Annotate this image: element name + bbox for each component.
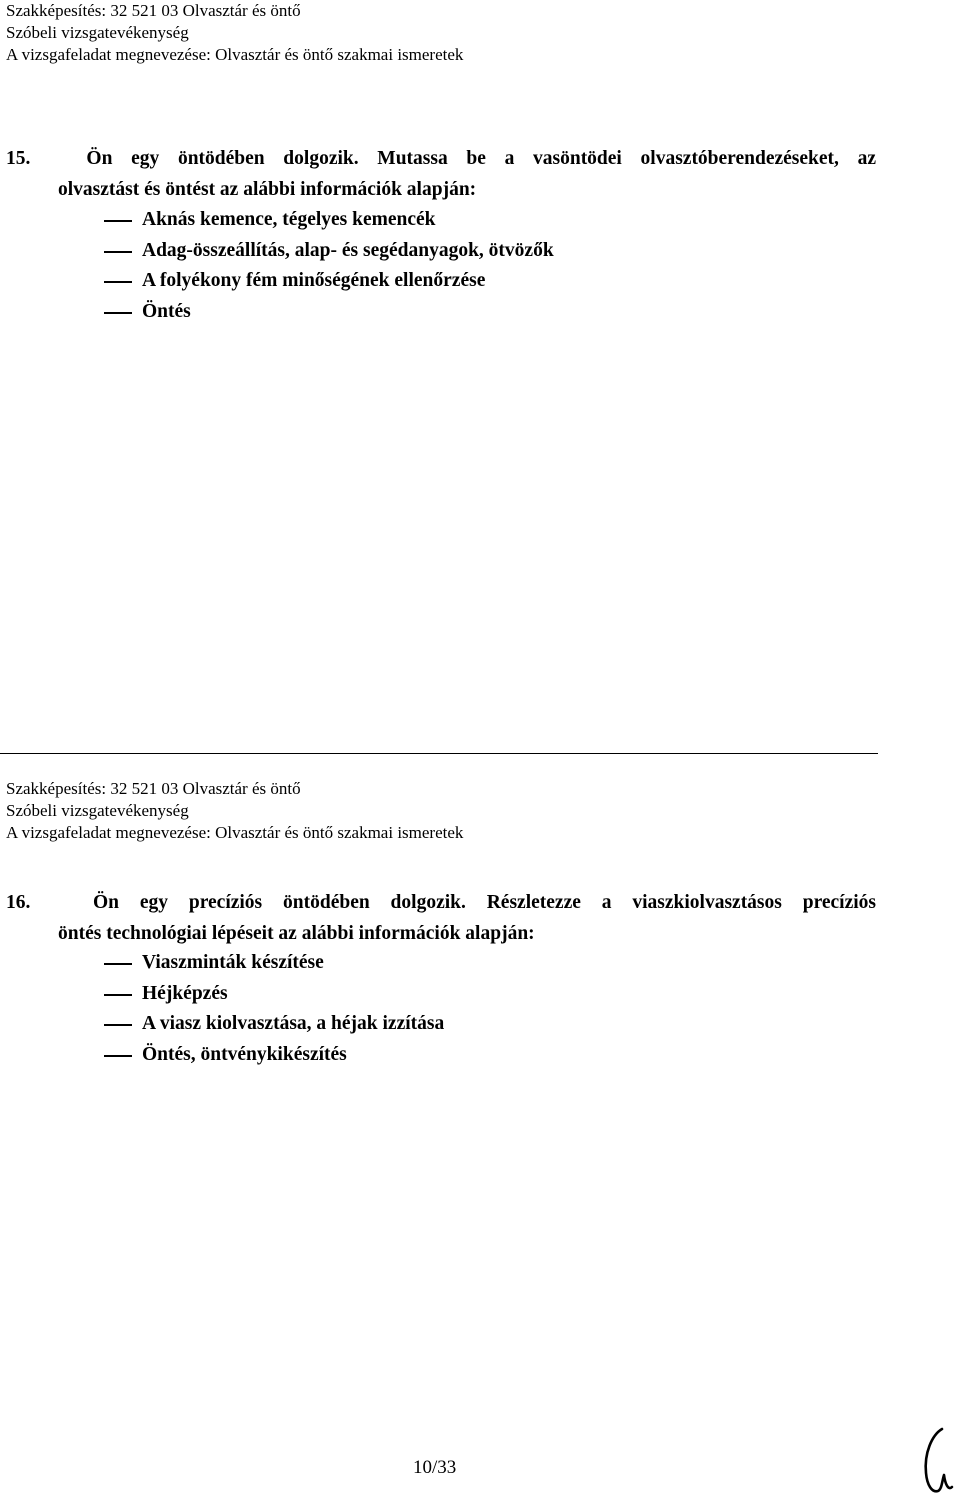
header-exam-activity: Szóbeli vizsgatevékenység <box>6 23 189 42</box>
question-15-line-1: 15. Ön egy öntödében dolgozik. Mutassa be a vasöntödei olvasztóberendezéseket, az <box>6 148 876 169</box>
dash-icon <box>104 1055 132 1057</box>
dash-icon <box>104 963 132 965</box>
question-16 <box>6 888 876 949</box>
list-item: A folyékony fém minőségének ellenőrzése <box>142 270 486 291</box>
header-task-name: A vizsgafeladat megnevezése: Olvasztár és öntő szakmai ismeretek <box>6 823 464 842</box>
page-separator-rule <box>0 753 878 754</box>
signature-mark <box>918 1425 956 1499</box>
question-15-line-2: olvasztást és öntést az alábbi információk alapján: <box>58 178 477 200</box>
header-qualification: Szakképesítés: 32 521 03 Olvasztár és öntő <box>6 779 301 798</box>
question-16-line-1: 16. Ön egy precíziós öntödében dolgozik. Részletezze a viaszkiolvasztásos precíziós <box>6 892 877 913</box>
list-item: Öntés, öntvénykikészítés <box>142 1044 347 1065</box>
dash-icon <box>104 251 132 253</box>
dash-icon <box>104 1024 132 1026</box>
dash-icon <box>104 312 132 314</box>
question-16-line-2: öntés technológiai lépéseit az alábbi információk alapján: <box>58 922 535 944</box>
dash-icon <box>104 994 132 996</box>
list-item: Aknás kemence, tégelyes kemencék <box>142 209 436 230</box>
header-qualification: Szakképesítés: 32 521 03 Olvasztár és öntő <box>6 1 301 20</box>
list-item: Viaszminták készítése <box>142 952 324 973</box>
header-exam-activity: Szóbeli vizsgatevékenység <box>6 801 189 820</box>
list-item: Adag-összeállítás, alap- és segédanyagok, ötvözők <box>142 240 554 261</box>
question-15-number: 15. <box>6 148 31 169</box>
list-item: Héjképzés <box>142 983 228 1004</box>
list-item: A viasz kiolvasztása, a héjak izzítása <box>142 1013 445 1034</box>
header-task-name: A vizsgafeladat megnevezése: Olvasztár és öntő szakmai ismeretek <box>6 45 464 64</box>
question-15 <box>6 144 876 205</box>
page-number: 10/33 <box>413 1457 457 1478</box>
question-16-number: 16. <box>6 892 31 913</box>
list-item: Öntés <box>142 301 191 322</box>
dash-icon <box>104 281 132 283</box>
dash-icon <box>104 220 132 222</box>
